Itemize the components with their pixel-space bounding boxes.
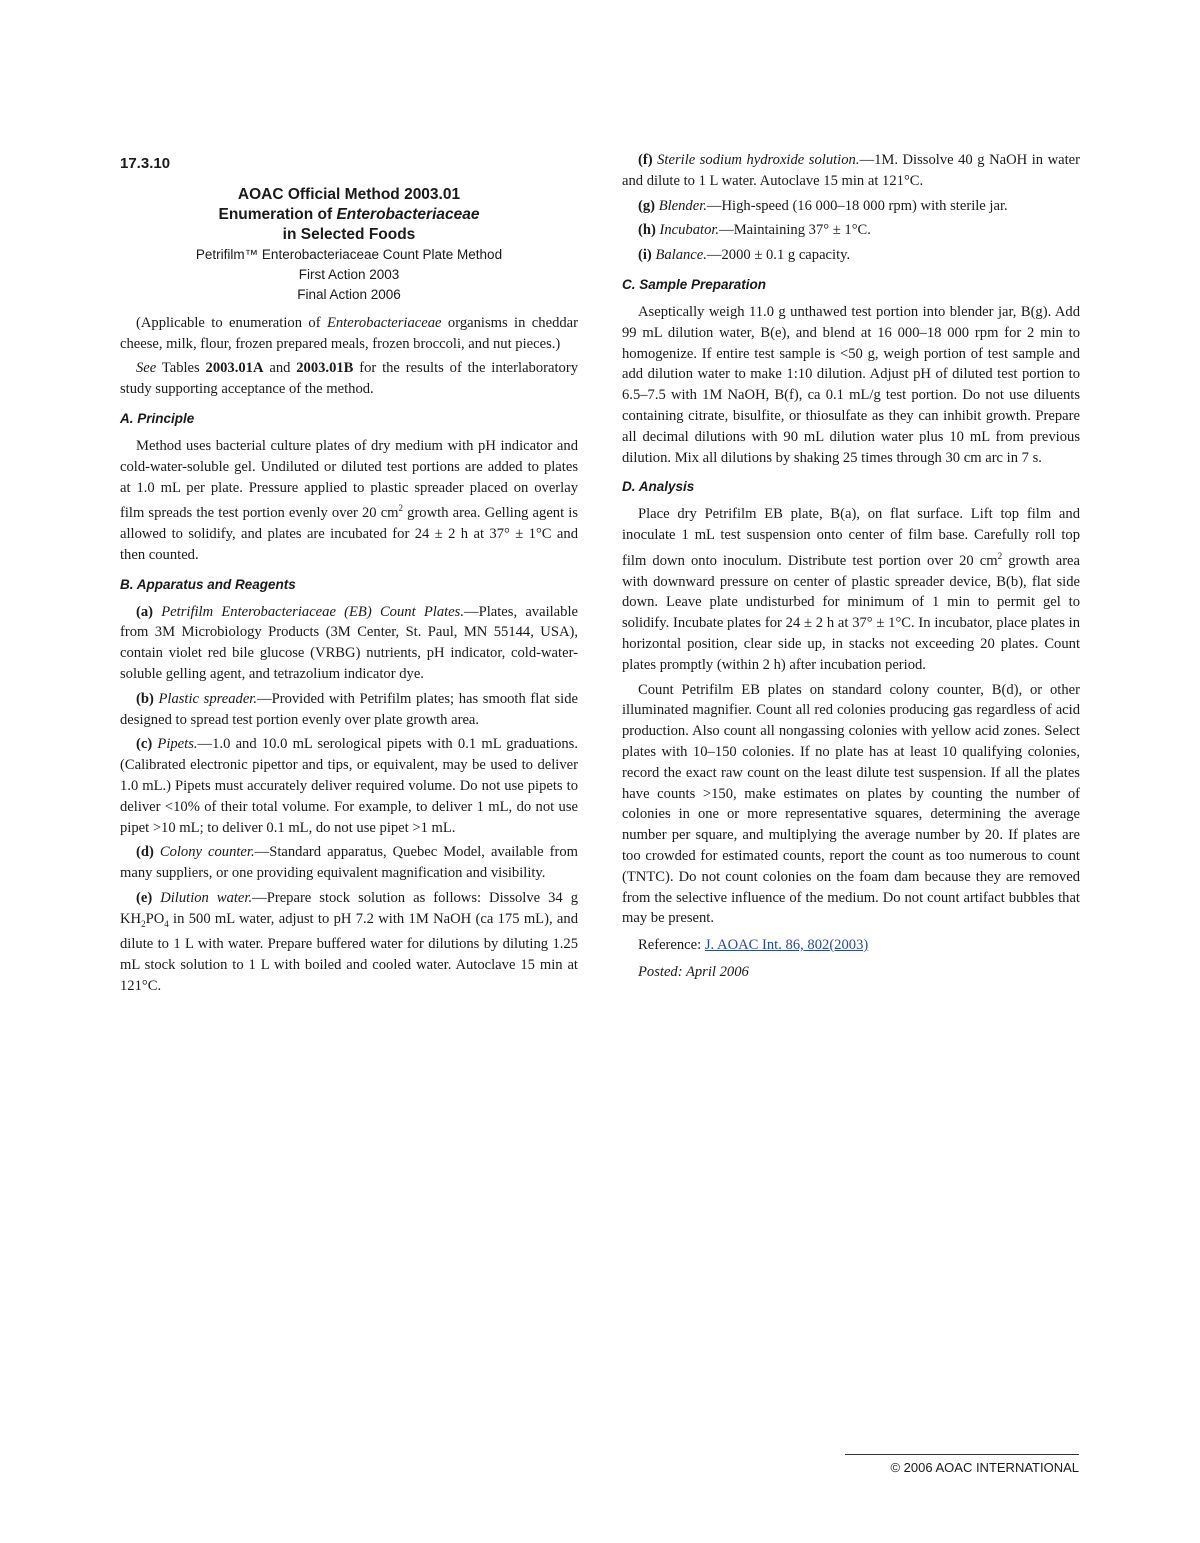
and-word: and	[263, 360, 297, 377]
item-f-name: Sterile sodium hydroxide solution.	[657, 152, 860, 168]
item-a-label: (a)	[136, 603, 154, 620]
item-g-label: (g)	[638, 197, 656, 214]
principle-sup: 2	[398, 503, 404, 514]
principle-post: growth area. Gelling agent is allowed to solidify, and plates are incubated for 24 ± 2 h at 37° ± 1°C and then counted.	[120, 505, 579, 563]
reference-label: Reference:	[638, 937, 702, 954]
item-b-label: (b)	[136, 690, 154, 707]
item-a-text: —Plates, available from 3M Microbiology Products (3M Center, St. Paul, MN 55144, USA), contain violet red bile glucose (VRBG) nutrients, pH indicator, cold-water-soluble gelling agent, and tetrazolium indicator dye.	[120, 603, 578, 683]
subtitle-italic: Enterobacteriaceae	[336, 205, 480, 223]
item-e-sub1: 2	[141, 918, 146, 929]
apparatus-item-a	[120, 602, 578, 685]
item-i-text: —2000 ± 0.1 g capacity.	[706, 247, 851, 264]
method-name: Petrifilm™ Enterobacteriaceae Count Plate Method	[195, 246, 503, 262]
item-g-text: —High-speed (16 000–18 000 rpm) with sterile jar.	[706, 197, 1008, 214]
method-subtitle	[120, 205, 578, 225]
apparatus-item-h	[622, 220, 1080, 241]
applicability-post: organisms in cheddar cheese, milk, flour, frozen prepared meals, frozen broccoli, and nut pieces.)	[120, 314, 578, 352]
item-f-label: (f)	[638, 152, 653, 168]
reference	[622, 935, 1080, 956]
item-c-name: Pipets.	[157, 736, 198, 753]
item-c-label: (c)	[136, 736, 153, 753]
see-tables-post: for the results of the interlaboratory study supporting acceptance of the method.	[120, 360, 578, 398]
posted-date: Posted: April 2006	[638, 963, 749, 980]
item-i-name: Balance.	[655, 247, 707, 264]
first-action: First Action 2003	[298, 266, 400, 282]
footer-divider	[845, 1454, 1079, 1455]
applicability-pre: (Applicable to enumeration of	[136, 314, 327, 331]
analysis-paragraph-2: Count Petrifilm EB plates on standard colony counter, B(d), or other illuminated magnifier. Count all red colonies producing gas regardless of acid production. Also count all nongassing colonies with yellow acid zones. Select plates with 10–150 colonies. If no plate has at least 10 qualifying colonies, record the exact raw count on the least dilute test suspension. If all the plates have counts >150, make estimates on plates by counting the number of colonies in one or more representative squares, determining the average number per square, and multiplying the average number by 20. If plates are too crowded for estimated counts, report the count as too numerous to count (TNTC). Do not count colonies on the foam dam because they are removed from the selective influence of the medium. Do not count artifact bubbles that may be present.	[622, 681, 1080, 927]
item-a-name: Petrifilm Enterobacteriaceae (EB) Count Plates.	[161, 603, 464, 620]
apparatus-item-i	[622, 245, 1080, 266]
item-d-name: Colony counter.	[159, 844, 255, 861]
apparatus-heading: B. Apparatus and Reagents	[120, 576, 296, 592]
analysis-heading: D. Analysis	[622, 479, 695, 495]
item-b-name: Plastic spreader.	[158, 690, 258, 707]
principle-heading: A. Principle	[120, 410, 195, 426]
item-e-sub2: 4	[164, 918, 169, 929]
left-column	[120, 150, 578, 1001]
sample-prep-heading: C. Sample Preparation	[622, 276, 767, 292]
analysis-p1-sup: 2	[997, 550, 1003, 561]
apparatus-item-c	[120, 734, 578, 838]
analysis-paragraph-1	[622, 504, 1080, 675]
item-b-text: —Provided with Petrifilm plates; has smooth flat side designed to spread test portion evenly over plate growth area.	[120, 690, 578, 728]
applicability-italic: Enterobacteriaceae	[326, 314, 442, 331]
table-a: 2003.01A	[205, 360, 264, 377]
tables-word: Tables	[156, 360, 206, 377]
apparatus-item-b	[120, 689, 578, 731]
analysis-p1-pre: Place dry Petrifilm EB plate, B(a), on flat surface. Lift top film and inoculate 1 mL test suspension onto center of film base. Carefully roll top film down onto inoculum. Distribute test portion over 20 cm	[622, 506, 1080, 569]
see-tables	[120, 358, 578, 400]
item-f-text: —1M. Dissolve 40 g NaOH in water and dilute to 1 L water. Autoclave 15 min at 121°C.	[622, 152, 1080, 189]
item-h-name: Incubator.	[659, 222, 720, 239]
reference-link[interactable]: J. AOAC Int. 86, 802(2003)	[704, 937, 869, 954]
principle-pre: Method uses bacterial culture plates of dry medium with pH indicator and cold-water-soluble gel. Undiluted or diluted test portions are added to plates at 1.0 mL per plate. Pressure applied to plastic spreader placed on overlay film spreads the test portion evenly over 20 cm	[120, 437, 578, 522]
item-e-text2: PO	[145, 910, 165, 927]
item-h-label: (h)	[638, 222, 656, 239]
item-g-name: Blender.	[658, 197, 707, 214]
item-e-label: (e)	[136, 889, 153, 906]
principle-text	[120, 436, 578, 566]
copyright-footer: © 2006 AOAC INTERNATIONAL	[890, 1460, 1079, 1475]
apparatus-item-d	[120, 842, 578, 884]
item-e-name: Dilution water.	[160, 889, 253, 906]
method-subtitle-2: in Selected Foods	[282, 225, 416, 243]
see-word: See	[136, 360, 157, 377]
table-b: 2003.01B	[296, 360, 354, 377]
apparatus-item-f	[622, 150, 1080, 192]
method-title: AOAC Official Method 2003.01	[237, 185, 461, 203]
apparatus-item-g	[622, 196, 1080, 217]
applicability	[120, 313, 578, 355]
item-e-text1: —Prepare stock solution as follows: Dissolve 34 g KH	[120, 889, 579, 927]
subtitle-text: Enumeration of	[218, 205, 337, 223]
method-title-block	[120, 185, 578, 305]
sample-prep-text: Aseptically weigh 11.0 g unthawed test portion into blender jar, B(g). Add 99 mL dilution water, B(e), and blend at 16 000–18 000 rpm for 2 min to homogenize. If entire test sample is <50 g, weigh portion of test sample and add dilution water to make 1:10 dilution. Adjust pH of diluted test portion to 6.5–7.5 with 1M NaOH, B(f), ca 0.1 mL/g test portion. Do not use diluents containing citrate, bisulfite, or thiosulfate as they can inhibit growth. Prepare all decimal dilutions with 90 mL dilution water plus 10 mL from previous dilution. Mix all dilutions by shaking 25 times through 30 cm arc in 7 s.	[622, 303, 1080, 466]
section-number: 17.3.10	[120, 155, 171, 172]
apparatus-item-e	[120, 888, 578, 997]
item-d-label: (d)	[136, 844, 154, 861]
item-c-text: —1.0 and 10.0 mL serological pipets with 0.1 mL graduations. (Calibrated electronic pipettor and tips, or equivalent, may be used to deliver 1.0 mL.) Pipets must accurately deliver required volume. Do not use pipets to deliver <10% of their total volume. For example, to deliver 1 mL, do not use pipet >10 mL; to deliver 0.1 mL, do not use pipet >1 mL.	[120, 736, 578, 836]
item-h-text: —Maintaining 37° ± 1°C.	[719, 222, 871, 239]
item-d-text: —Standard apparatus, Quebec Model, available from many suppliers, or one providing equivalent magnification and visibility.	[120, 844, 578, 882]
analysis-p1-post: growth area with downward pressure on center of plastic spreader device, B(b), flat side down. Leave plate undisturbed for minimum of 1 min to permit gel to solidify. Incubate plates for 24 ± 2 h at 37° ± 1°C. In incubator, place plates in horizontal position, clear side up, in stacks not exceeding 20 plates. Count plates promptly (within 2 h) after incubation period.	[622, 552, 1081, 673]
final-action: Final Action 2006	[297, 286, 401, 302]
item-e-text3: in 500 mL water, adjust to pH 7.2 with 1M NaOH (ca 175 mL), and dilute to 1 L with water. Prepare buffered water for dilutions by diluting 1.25 mL stock solution to 1 L with boiled and cooled water. Autoclave 15 min at 121°C.	[120, 910, 578, 995]
item-i-label: (i)	[638, 247, 652, 264]
right-column	[622, 150, 1080, 987]
